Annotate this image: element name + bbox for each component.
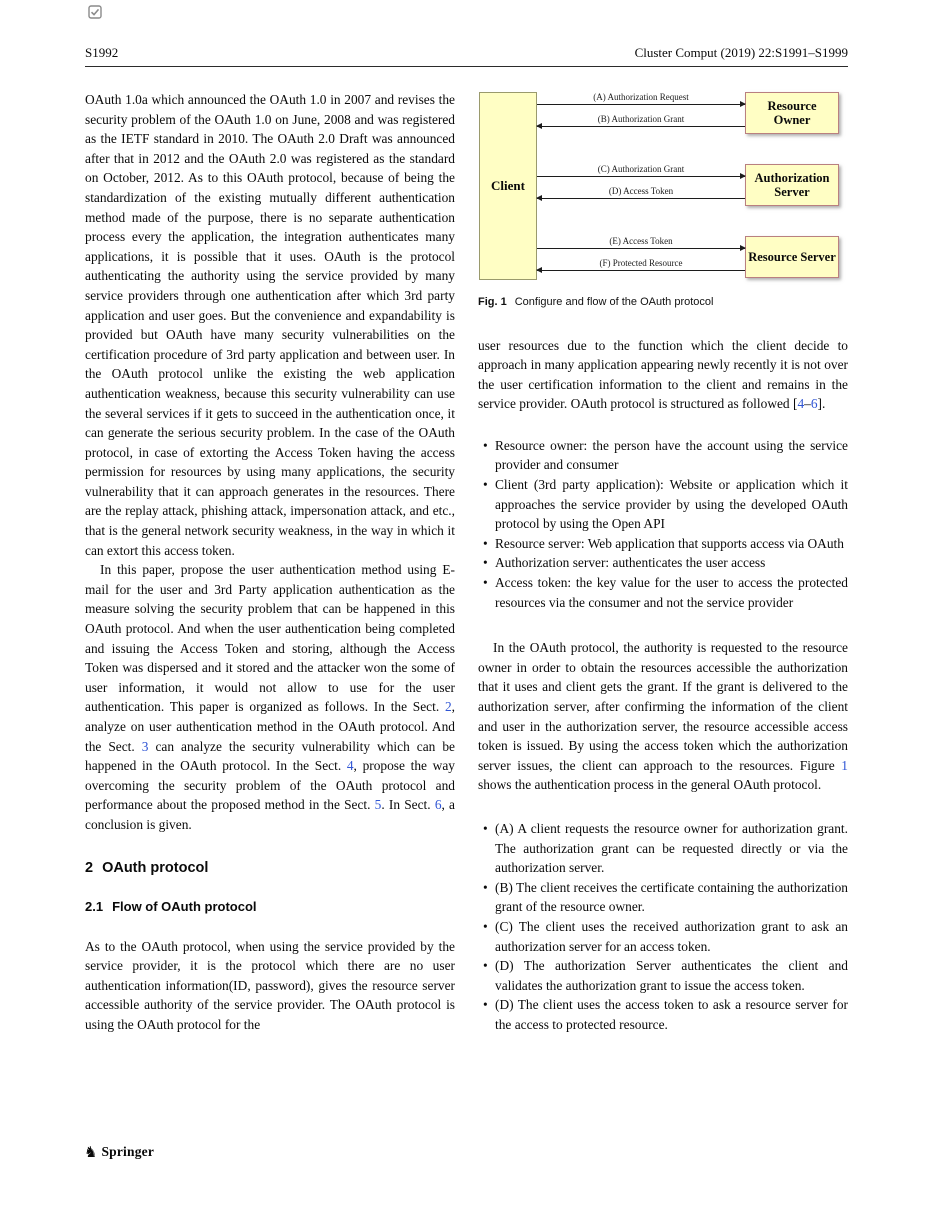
reference-link[interactable]: 5 <box>374 797 382 813</box>
subsection-title: Flow of OAuth protocol <box>112 898 257 914</box>
client-box <box>479 92 537 280</box>
text-segment: can analyze the security vulnerability which can be happened in the OAuth protocol. In the Sect. <box>85 738 455 774</box>
arrow-label: (B) Authorization Grant <box>597 114 685 124</box>
bullet-item: • Resource server: Web application that supports access via OAuth <box>495 534 848 554</box>
text-segment: In this paper, propose the user authentication method using E-mail for the user and 3rd Party application authentication as the measure solving the security problem that can be happened in this OAuth protocol. And when the user authentication being completed and issuing the Access Token and storing, although the Access Token was dispersed and it stored and the attacker won the some of user information, it would not allow to use for the user authentication. This paper is organized as follows. In the Sect. <box>85 562 455 715</box>
figure-oauth-flow-diagram <box>478 90 848 282</box>
bullet-item: • (B) The client receives the certificate containing the authorization grant of the resource owner. <box>495 878 848 917</box>
arrow-line <box>537 270 745 271</box>
figure-arrow <box>537 92 745 105</box>
flow-steps-list <box>478 819 848 1035</box>
left-column <box>85 90 455 1035</box>
resource-server-box: Resource Server <box>745 236 839 278</box>
figure-arrow <box>537 164 745 177</box>
bullet-item: • (C) The client uses the received authorization grant to ask an authorization server for an access token. <box>495 917 848 956</box>
figure-arrow <box>537 258 745 271</box>
subsection-heading <box>85 899 455 915</box>
springer-logo-icon: ♞ <box>84 1143 98 1161</box>
text-segment: , propose the way overcoming the security problem of the OAuth protocol and performance about the proposed method in the Sect. <box>85 758 455 813</box>
figure-arrow <box>537 114 745 127</box>
authorization-server-box: Authorization Server <box>745 164 839 206</box>
arrow-label: (D) Access Token <box>608 186 674 196</box>
arrow-line <box>537 198 745 199</box>
client-box-label: Client <box>491 178 525 193</box>
resource-owner-box: Resource Owner <box>745 92 839 134</box>
content-columns <box>85 90 848 1035</box>
bullet-item: • Access token: the key value for the user to access the protected resources via the consumer and not the service provider <box>495 573 848 612</box>
header-rule <box>85 66 848 67</box>
paragraph-intro: OAuth 1.0a which announced the OAuth 1.0 in 2007 and revises the security problem of the OAuth 1.0 on June, 2008 and was registered as the IETF standard in 2010. The OAuth 2.0 Draft was announced after that in 2012 and the OAuth 2.0 was registered as the standard on October, 2012. As to this OAuth protocol, because of being the standardization of the existing mutually different authentication method made of the purpose, there is no separate authentication process every the application, the integration authenticates many applications, it is possible that it uses. OAuth is the protocol authenticating the authority using the service provided by many service providers through one authentication after which 3rd party application and user goes. But the convenience and expandability is provided but OAuth have many security vulnerabilities on the certification procedure of 3rd party application and between user. In the OAuth protocol unlike the existing the web application authentication weakness, because this security vulnerability can use the several services if it gets to succeed in the authentication once, it can generate the serious security problem. In the case of the OAuth protocol, in case of extorting the Access Token having the access permission for resources by using many applications, the security vulnerability that it can approach generates in the resources. There are the replay attack, phishing attack, impersonation attack, and etc., that is the general network security weakness, in the way in which it can extort this access token. <box>85 92 455 558</box>
crossmark-stamp-icon[interactable] <box>88 5 102 19</box>
reference-link[interactable]: 4 <box>797 396 805 412</box>
section-title: OAuth protocol <box>102 859 209 876</box>
text-segment: – <box>804 396 811 412</box>
bullet-item: • Authorization server: authenticates the user access <box>495 553 848 573</box>
bullet-item: • Resource owner: the person have the account using the service provider and consumer <box>495 436 848 475</box>
arrow-label: (C) Authorization Grant <box>597 164 685 174</box>
arrow-line <box>537 248 745 249</box>
reference-link[interactable]: 1 <box>841 757 848 773</box>
reference-link[interactable]: 6 <box>434 797 442 813</box>
paragraph-flow-intro: As to the OAuth protocol, when using the service provided by the service provider, it is the protocol which there are no user authentication information(ID, password), gives the resource server accessible authority of the service provider. The OAuth protocol is using the OAuth protocol for the <box>85 938 455 1032</box>
figure-arrows <box>537 90 745 282</box>
figure-caption-label: Fig. 1 <box>478 296 507 308</box>
arrow-line <box>537 104 745 105</box>
reference-link[interactable]: 4 <box>346 758 354 774</box>
text-segment: , analyze on user authentication method in the OAuth protocol. And the Sect. <box>85 699 455 754</box>
journal-citation: Cluster Comput (2019) 22:S1991–S1999 <box>634 45 848 60</box>
subsection-number: 2.1 <box>85 898 104 914</box>
reference-link[interactable]: 6 <box>810 396 818 412</box>
reference-link[interactable]: 3 <box>141 738 149 754</box>
text-segment: ]. <box>817 396 826 412</box>
figure-arrow <box>537 236 745 249</box>
text-segment: . In Sect. <box>381 797 435 813</box>
right-column <box>478 90 848 1035</box>
bullet-item: • (D) The client uses the access token to ask a resource server for the access to protected resource. <box>495 995 848 1034</box>
section-heading <box>85 859 455 877</box>
arrow-line <box>537 176 745 177</box>
bullet-item: • (D) The authorization Server authenticates the client and validates the authorization grant to issue the access token. <box>495 956 848 995</box>
page-header <box>85 45 848 60</box>
arrow-label: (E) Access Token <box>609 236 673 246</box>
paragraph-authority <box>478 638 848 795</box>
arrow-label: (F) Protected Resource <box>599 258 683 268</box>
arrow-label: (A) Authorization Request <box>593 92 689 102</box>
section-number: 2 <box>85 859 94 876</box>
figure-arrow <box>537 186 745 199</box>
text-segment: user resources due to the function which the client decide to approach in many application appearing newly recently it is not over the user certification information to the client and remains in the service provider. OAuth protocol is structured as followed [ <box>478 337 848 412</box>
figure-caption-text: Configure and flow of the OAuth protocol <box>514 296 714 308</box>
text-segment: , a conclusion is given. <box>85 797 455 832</box>
page-footer <box>84 1144 154 1160</box>
page-number: S1992 <box>85 45 119 60</box>
bullet-item: • Client (3rd party application): Website or application which it approaches the service provider by using the developed OAuth protocol by using the Open API <box>495 475 848 534</box>
paragraph-contribution <box>85 560 455 834</box>
definitions-list <box>478 436 848 612</box>
springer-logo-text: Springer <box>101 1144 155 1159</box>
reference-link[interactable]: 2 <box>444 699 452 715</box>
text-segment: shows the authentication process in the general OAuth protocol. <box>478 777 822 793</box>
figure-caption <box>478 296 848 310</box>
bullet-item: • (A) A client requests the resource owner for authorization grant. The authorization grant can be requested directly or via the authorization server. <box>495 819 848 878</box>
arrow-line <box>537 126 745 127</box>
paragraph-structure <box>478 336 848 414</box>
text-segment: In the OAuth protocol, the authority is requested to the resource owner in order to obtain the resources accessible the authorization that it uses and client gets the grant. If the grant is delivered to the authorization server, after confirming the information of the client and user in the authorization server, the resource accessible access token is issued. By using the access token which the authorization server issues, the client can approach to the resources. Figure <box>478 640 848 773</box>
